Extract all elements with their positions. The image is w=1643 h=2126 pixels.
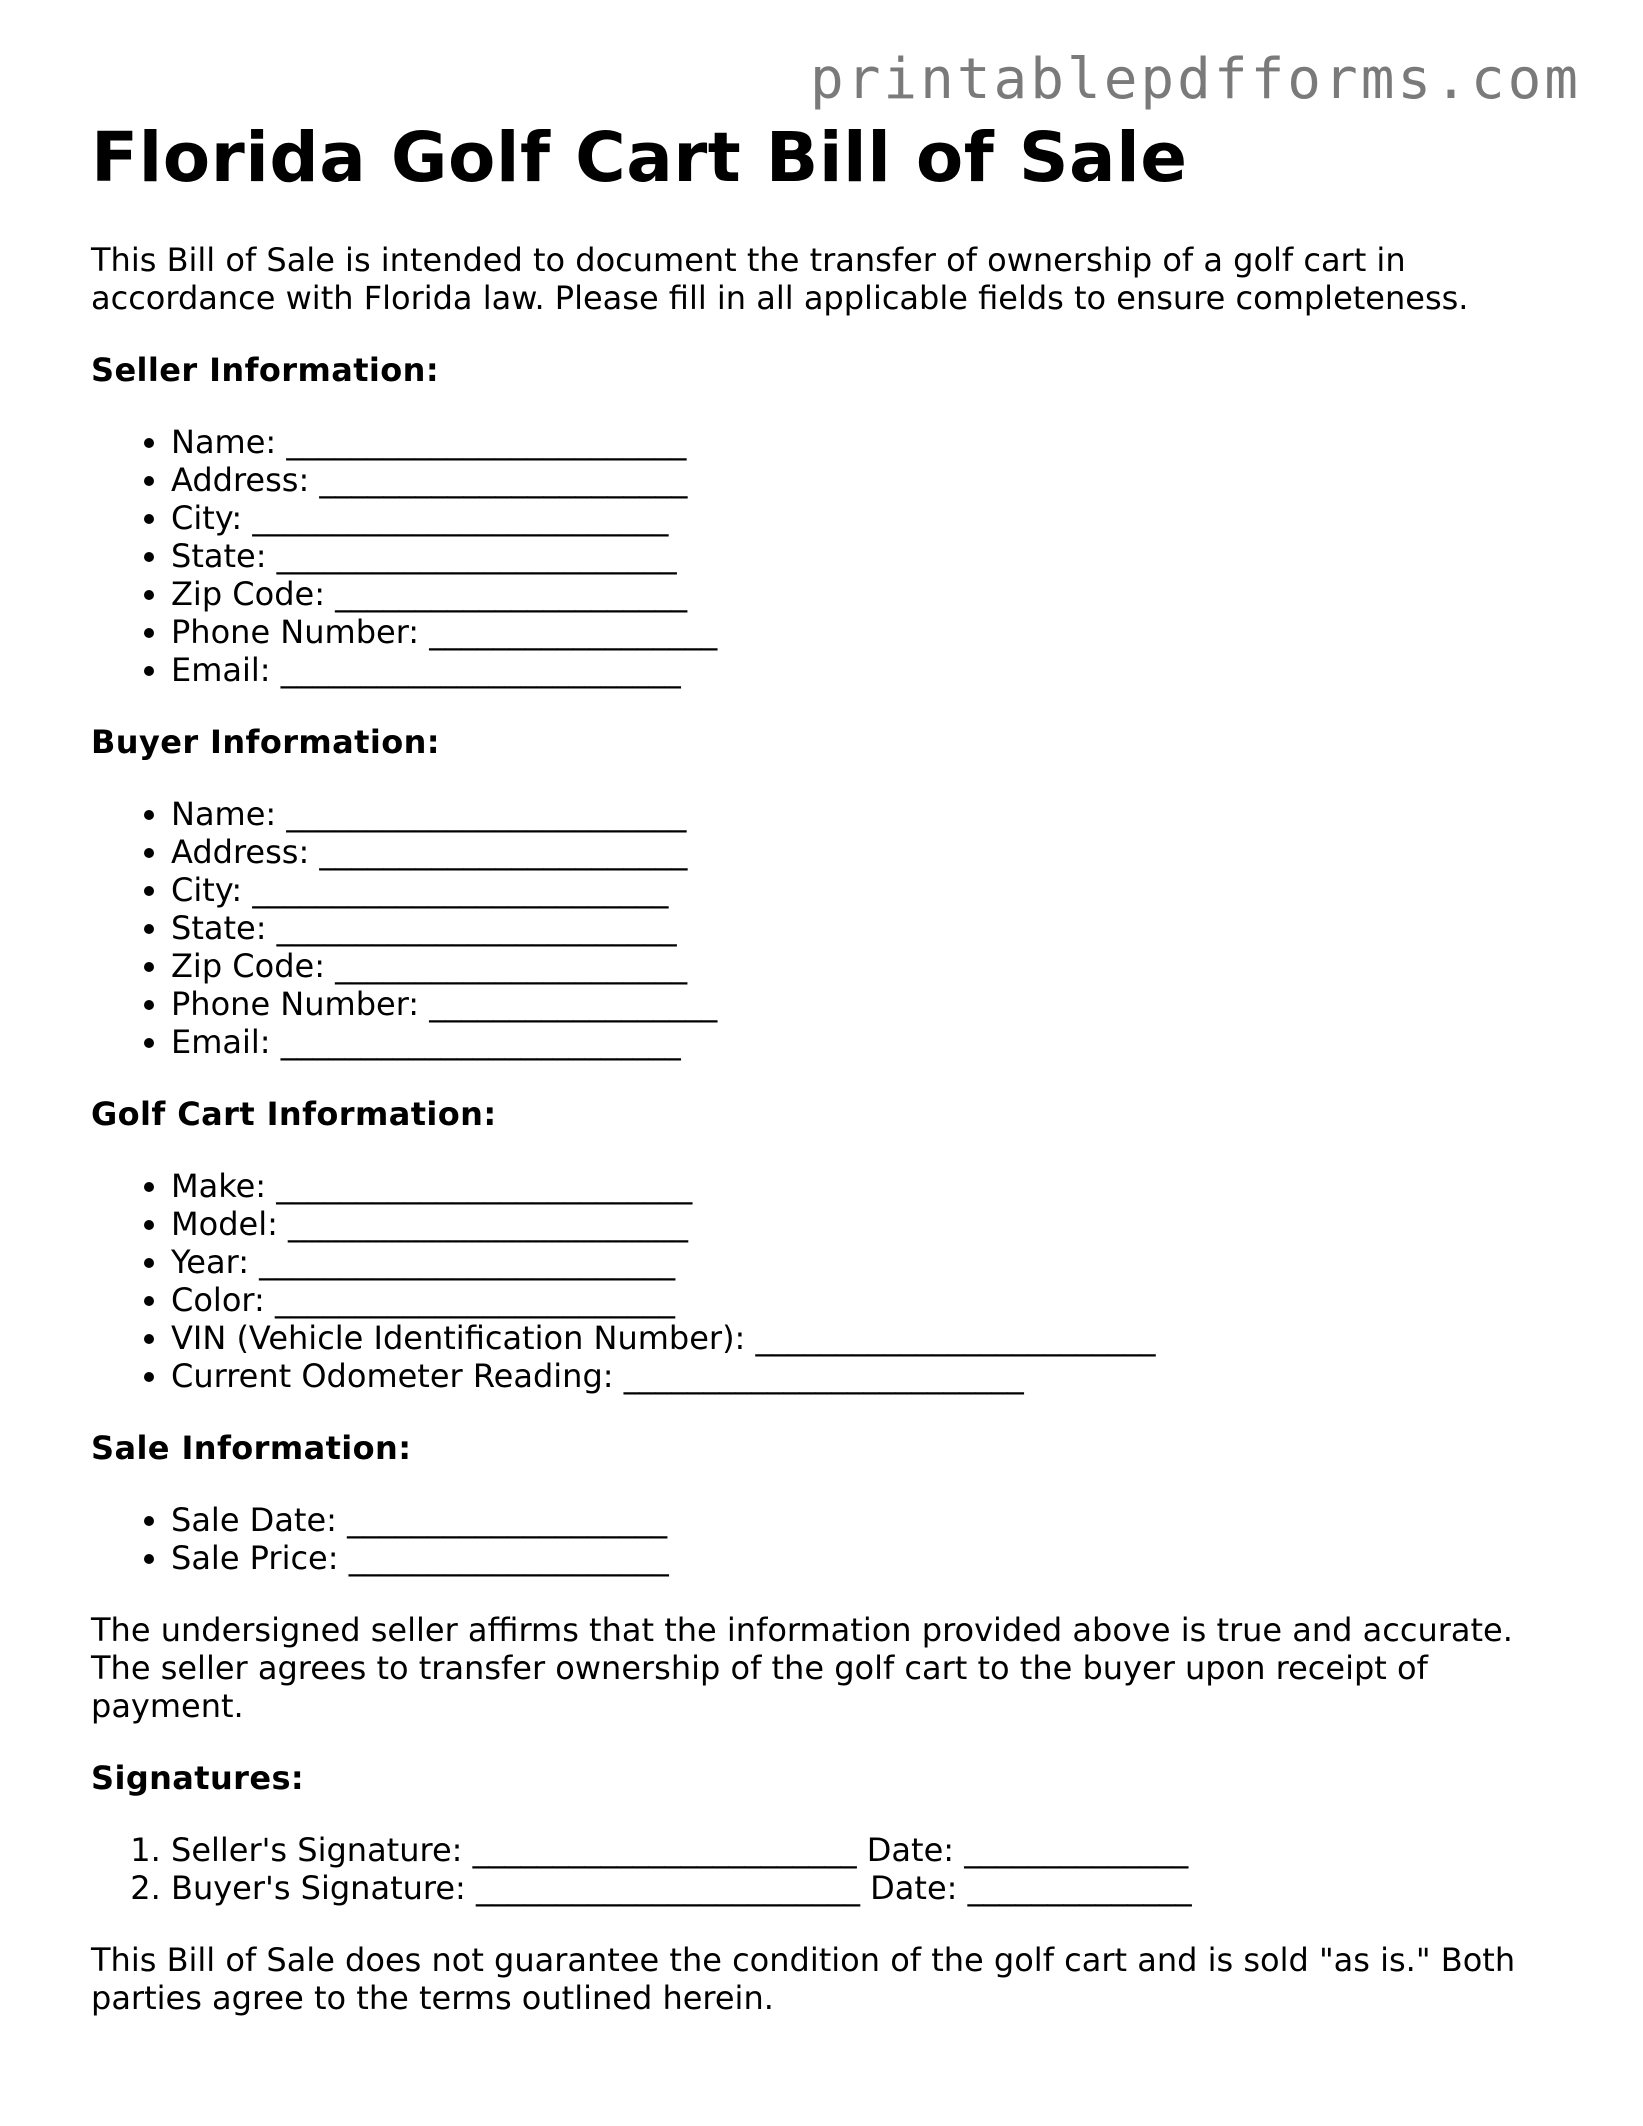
seller-city-field[interactable]: • City: __________________________: [171, 499, 1571, 537]
sale-price-field[interactable]: • Sale Price: ____________________: [171, 1539, 1571, 1577]
cart-make-field[interactable]: • Make: __________________________: [171, 1167, 1571, 1205]
intro-paragraph: This Bill of Sale is intended to document the transfer of ownership of a golf cart in accordance with Florida law. Please fill in all applicable fields to ensure completeness.: [91, 241, 1469, 317]
buyer-field-list: [91, 795, 1571, 1061]
buyer-section-heading: Buyer Information:: [91, 723, 440, 761]
cart-odometer-field[interactable]: • Current Odometer Reading: _________________________: [171, 1357, 1571, 1395]
watermark: printablepdfforms.com: [809, 47, 1581, 112]
cart-year-field[interactable]: • Year: __________________________: [171, 1243, 1571, 1281]
sale-section-heading: Sale Information:: [91, 1429, 412, 1467]
seller-phone-field[interactable]: • Phone Number: __________________: [171, 613, 1571, 651]
buyer-email-field[interactable]: • Email: _________________________: [171, 1023, 1571, 1061]
seller-name-field[interactable]: • Name: _________________________: [171, 423, 1571, 461]
seller-signature-line[interactable]: 1. Seller's Signature: ________________________ Date: ______________: [171, 1831, 1571, 1869]
cart-section-heading: Golf Cart Information:: [91, 1095, 497, 1133]
sale-date-field[interactable]: • Sale Date: ____________________: [171, 1501, 1571, 1539]
cart-vin-field[interactable]: • VIN (Vehicle Identification Number): _________________________: [171, 1319, 1571, 1357]
cart-color-field[interactable]: • Color: _________________________: [171, 1281, 1571, 1319]
seller-address-field[interactable]: • Address: _______________________: [171, 461, 1571, 499]
seller-email-field[interactable]: • Email: _________________________: [171, 651, 1571, 689]
buyer-city-field[interactable]: • City: __________________________: [171, 871, 1571, 909]
buyer-address-field[interactable]: • Address: _______________________: [171, 833, 1571, 871]
disclaimer-paragraph: This Bill of Sale does not guarantee the condition of the golf cart and is sold "as is." Both parties agree to the terms outlined herein.: [91, 1941, 1516, 2017]
buyer-signature-line[interactable]: 2. Buyer's Signature: ________________________ Date: ______________: [171, 1869, 1571, 1907]
signature-list: [91, 1831, 1571, 1907]
buyer-zip-field[interactable]: • Zip Code: ______________________: [171, 947, 1571, 985]
cart-model-field[interactable]: • Model: _________________________: [171, 1205, 1571, 1243]
cart-field-list: [91, 1167, 1571, 1395]
signatures-section-heading: Signatures:: [91, 1759, 305, 1797]
seller-field-list: [91, 423, 1571, 689]
buyer-name-field[interactable]: • Name: _________________________: [171, 795, 1571, 833]
affirmation-paragraph: The undersigned seller affirms that the information provided above is true and accurate. The seller agrees to transfer ownership of the golf cart to the buyer upon receipt of payment.: [91, 1611, 1513, 1725]
page-title: Florida Golf Cart Bill of Sale: [91, 118, 1188, 198]
document-body: [91, 118, 1571, 2051]
sale-field-list: [91, 1501, 1571, 1577]
seller-zip-field[interactable]: • Zip Code: ______________________: [171, 575, 1571, 613]
buyer-phone-field[interactable]: • Phone Number: __________________: [171, 985, 1571, 1023]
seller-state-field[interactable]: • State: _________________________: [171, 537, 1571, 575]
seller-section-heading: Seller Information:: [91, 351, 440, 389]
buyer-state-field[interactable]: • State: _________________________: [171, 909, 1571, 947]
